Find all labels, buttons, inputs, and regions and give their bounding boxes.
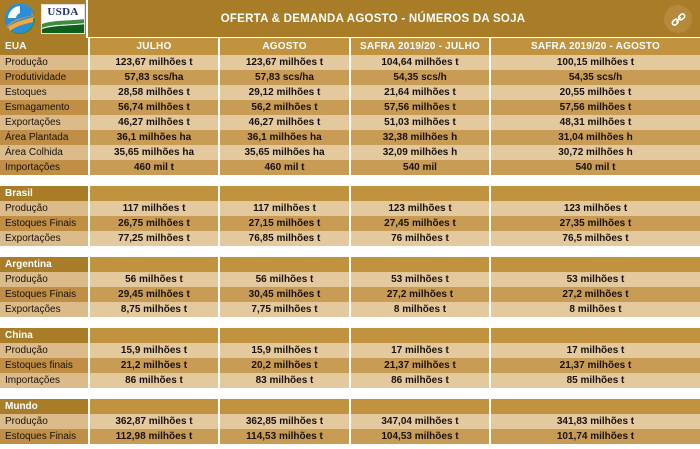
section-spacer	[0, 317, 700, 328]
cell-safra_julho: 104,64 milhões t	[349, 55, 489, 70]
section-header-fill	[349, 257, 489, 272]
soja-data-table	[0, 38, 700, 444]
cell-safra_julho: 54,35 scs/h	[349, 70, 489, 85]
cell-safra_julho: 86 milhões t	[349, 373, 489, 388]
cell-safra_julho: 57,56 milhões t	[349, 100, 489, 115]
cell-julho: 86 milhões t	[88, 373, 218, 388]
section-header-fill	[88, 328, 218, 343]
section-header-fill	[489, 186, 700, 201]
cell-agosto: 20,2 milhões t	[218, 358, 349, 373]
row-label: Produtividade	[0, 70, 88, 85]
cell-julho: 460 mil t	[88, 160, 218, 175]
table-row	[0, 145, 700, 160]
cell-julho: 36,1 milhões ha	[88, 130, 218, 145]
spacer-cell	[349, 388, 489, 399]
row-label: Estoques	[0, 85, 88, 100]
table-row	[0, 55, 700, 70]
cell-agosto: 36,1 milhões ha	[218, 130, 349, 145]
table-row	[0, 302, 700, 317]
row-label: Produção	[0, 414, 88, 429]
spacer-cell	[218, 175, 349, 186]
section-header-fill	[349, 328, 489, 343]
row-label: Produção	[0, 55, 88, 70]
section-title-mundo: Mundo	[0, 399, 88, 414]
cell-safra_julho: 21,64 milhões t	[349, 85, 489, 100]
spacer-cell	[0, 388, 88, 399]
table-row	[0, 429, 700, 444]
cell-agosto: 362,85 milhões t	[218, 414, 349, 429]
chain-link-button[interactable]	[664, 5, 692, 33]
spacer-cell	[88, 246, 218, 257]
cell-safra_agosto: 53 milhões t	[489, 272, 700, 287]
cell-julho: 77,25 milhões t	[88, 231, 218, 246]
column-header-safra_julho: SAFRA 2019/20 - JULHO	[349, 38, 489, 55]
row-label: Estoques Finais	[0, 216, 88, 231]
cell-safra_agosto: 54,35 scs/h	[489, 70, 700, 85]
table-row	[0, 100, 700, 115]
spacer-cell	[88, 388, 218, 399]
chain-link-icon	[670, 11, 687, 28]
cell-agosto: 117 milhões t	[218, 201, 349, 216]
cell-agosto: 56,2 milhões t	[218, 100, 349, 115]
section-header-fill	[349, 186, 489, 201]
cell-safra_agosto: 31,04 milhões h	[489, 130, 700, 145]
cell-safra_julho: 123 milhões t	[349, 201, 489, 216]
section-header-fill	[88, 399, 218, 414]
cell-safra_agosto: 20,55 milhões t	[489, 85, 700, 100]
table-body	[0, 38, 700, 444]
cell-agosto: 83 milhões t	[218, 373, 349, 388]
spacer-cell	[349, 175, 489, 186]
logo-area	[0, 0, 88, 38]
section-header-row	[0, 186, 700, 201]
cell-agosto: 57,83 scs/ha	[218, 70, 349, 85]
section-title-eua: EUA	[0, 38, 88, 55]
cell-safra_julho: 53 milhões t	[349, 272, 489, 287]
header-bar	[0, 0, 700, 38]
spacer-cell	[349, 317, 489, 328]
spacer-cell	[0, 246, 88, 257]
cell-safra_julho: 27,2 milhões t	[349, 287, 489, 302]
table-row	[0, 201, 700, 216]
row-label: Estoques Finais	[0, 287, 88, 302]
row-label: Importações	[0, 373, 88, 388]
cell-julho: 28,58 milhões t	[88, 85, 218, 100]
cell-safra_julho: 76 milhões t	[349, 231, 489, 246]
section-spacer	[0, 175, 700, 186]
section-title-china: China	[0, 328, 88, 343]
row-label: Produção	[0, 201, 88, 216]
table-row	[0, 130, 700, 145]
cell-safra_julho: 8 milhões t	[349, 302, 489, 317]
column-header-row	[0, 38, 700, 55]
section-header-fill	[218, 399, 349, 414]
row-label: Importações	[0, 160, 88, 175]
row-label: Produção	[0, 272, 88, 287]
column-header-safra_agosto: SAFRA 2019/20 - AGOSTO	[489, 38, 700, 55]
row-label: Estoques Finais	[0, 429, 88, 444]
cell-safra_agosto: 101,74 milhões t	[489, 429, 700, 444]
cell-julho: 117 milhões t	[88, 201, 218, 216]
cell-agosto: 30,45 milhões t	[218, 287, 349, 302]
table-row	[0, 216, 700, 231]
table-row	[0, 160, 700, 175]
cell-julho: 21,2 milhões t	[88, 358, 218, 373]
cell-safra_agosto: 17 milhões t	[489, 343, 700, 358]
cell-julho: 46,27 milhões t	[88, 115, 218, 130]
table-row	[0, 287, 700, 302]
section-header-fill	[218, 328, 349, 343]
cell-agosto: 123,67 milhões t	[218, 55, 349, 70]
cell-julho: 112,98 milhões t	[88, 429, 218, 444]
usda-logo-text: USDA	[47, 5, 79, 18]
cell-safra_julho: 21,37 milhões t	[349, 358, 489, 373]
cell-agosto: 27,15 milhões t	[218, 216, 349, 231]
row-label: Produção	[0, 343, 88, 358]
cell-safra_julho: 32,38 milhões h	[349, 130, 489, 145]
cell-julho: 26,75 milhões t	[88, 216, 218, 231]
cell-safra_julho: 32,09 milhões h	[349, 145, 489, 160]
cell-safra_julho: 347,04 milhões t	[349, 414, 489, 429]
section-header-fill	[489, 328, 700, 343]
section-header-fill	[88, 186, 218, 201]
section-header-fill	[349, 399, 489, 414]
row-label: Estoques finais	[0, 358, 88, 373]
cell-safra_julho: 540 mil	[349, 160, 489, 175]
section-header-fill	[88, 257, 218, 272]
cell-julho: 8,75 milhões t	[88, 302, 218, 317]
globe-swoosh-icon	[2, 2, 38, 36]
cell-safra_julho: 104,53 milhões t	[349, 429, 489, 444]
cell-agosto: 460 mil t	[218, 160, 349, 175]
table-row	[0, 70, 700, 85]
page-title: OFERTA & DEMANDA AGOSTO - NÚMEROS DA SOJA	[220, 12, 526, 25]
cell-safra_julho: 17 milhões t	[349, 343, 489, 358]
column-header-julho: JULHO	[88, 38, 218, 55]
cell-safra_agosto: 8 milhões t	[489, 302, 700, 317]
table-row	[0, 358, 700, 373]
table-row	[0, 373, 700, 388]
table-row	[0, 231, 700, 246]
table-row	[0, 272, 700, 287]
cell-safra_agosto: 57,56 milhões t	[489, 100, 700, 115]
row-label: Esmagamento	[0, 100, 88, 115]
cell-safra_agosto: 85 milhões t	[489, 373, 700, 388]
spacer-cell	[489, 317, 700, 328]
section-header-fill	[218, 257, 349, 272]
section-spacer	[0, 388, 700, 399]
table-row	[0, 115, 700, 130]
section-spacer	[0, 246, 700, 257]
spacer-cell	[349, 246, 489, 257]
cell-julho: 15,9 milhões t	[88, 343, 218, 358]
cell-julho: 362,87 milhões t	[88, 414, 218, 429]
cell-agosto: 7,75 milhões t	[218, 302, 349, 317]
section-header-fill	[489, 257, 700, 272]
cell-safra_agosto: 540 mil t	[489, 160, 700, 175]
spacer-cell	[218, 317, 349, 328]
cell-agosto: 15,9 milhões t	[218, 343, 349, 358]
cell-safra_agosto: 21,37 milhões t	[489, 358, 700, 373]
cell-safra_julho: 51,03 milhões t	[349, 115, 489, 130]
cell-safra_agosto: 76,5 milhões t	[489, 231, 700, 246]
cell-safra_agosto: 123 milhões t	[489, 201, 700, 216]
table-row	[0, 343, 700, 358]
spacer-cell	[0, 175, 88, 186]
cell-safra_julho: 27,45 milhões t	[349, 216, 489, 231]
cell-safra_agosto: 27,2 milhões t	[489, 287, 700, 302]
cell-safra_agosto: 48,31 milhões t	[489, 115, 700, 130]
cell-agosto: 76,85 milhões t	[218, 231, 349, 246]
table-row	[0, 414, 700, 429]
cell-agosto: 114,53 milhões t	[218, 429, 349, 444]
cell-safra_agosto: 27,35 milhões t	[489, 216, 700, 231]
cell-julho: 35,65 milhões ha	[88, 145, 218, 160]
cell-julho: 29,45 milhões t	[88, 287, 218, 302]
title-area	[88, 0, 700, 38]
row-label: Exportações	[0, 115, 88, 130]
cell-julho: 56,74 milhões t	[88, 100, 218, 115]
spacer-cell	[88, 317, 218, 328]
section-header-row	[0, 328, 700, 343]
spacer-cell	[88, 175, 218, 186]
cell-julho: 57,83 scs/ha	[88, 70, 218, 85]
spacer-cell	[0, 317, 88, 328]
section-title-argentina: Argentina	[0, 257, 88, 272]
cell-safra_agosto: 30,72 milhões h	[489, 145, 700, 160]
spacer-cell	[218, 246, 349, 257]
cell-agosto: 35,65 milhões ha	[218, 145, 349, 160]
cell-agosto: 46,27 milhões t	[218, 115, 349, 130]
cell-safra_agosto: 341,83 milhões t	[489, 414, 700, 429]
spacer-cell	[489, 388, 700, 399]
row-label: Área Colhida	[0, 145, 88, 160]
table-row	[0, 85, 700, 100]
section-title-brasil: Brasil	[0, 186, 88, 201]
cell-safra_agosto: 100,15 milhões t	[489, 55, 700, 70]
section-header-row	[0, 399, 700, 414]
cell-agosto: 29,12 milhões t	[218, 85, 349, 100]
row-label: Exportações	[0, 231, 88, 246]
cell-julho: 123,67 milhões t	[88, 55, 218, 70]
section-header-fill	[218, 186, 349, 201]
column-header-agosto: AGOSTO	[218, 38, 349, 55]
spacer-cell	[489, 175, 700, 186]
section-header-row	[0, 257, 700, 272]
row-label: Área Plantada	[0, 130, 88, 145]
row-label: Exportações	[0, 302, 88, 317]
section-header-fill	[489, 399, 700, 414]
usda-logo	[41, 4, 85, 34]
cell-julho: 56 milhões t	[88, 272, 218, 287]
cell-agosto: 56 milhões t	[218, 272, 349, 287]
spacer-cell	[218, 388, 349, 399]
spacer-cell	[489, 246, 700, 257]
